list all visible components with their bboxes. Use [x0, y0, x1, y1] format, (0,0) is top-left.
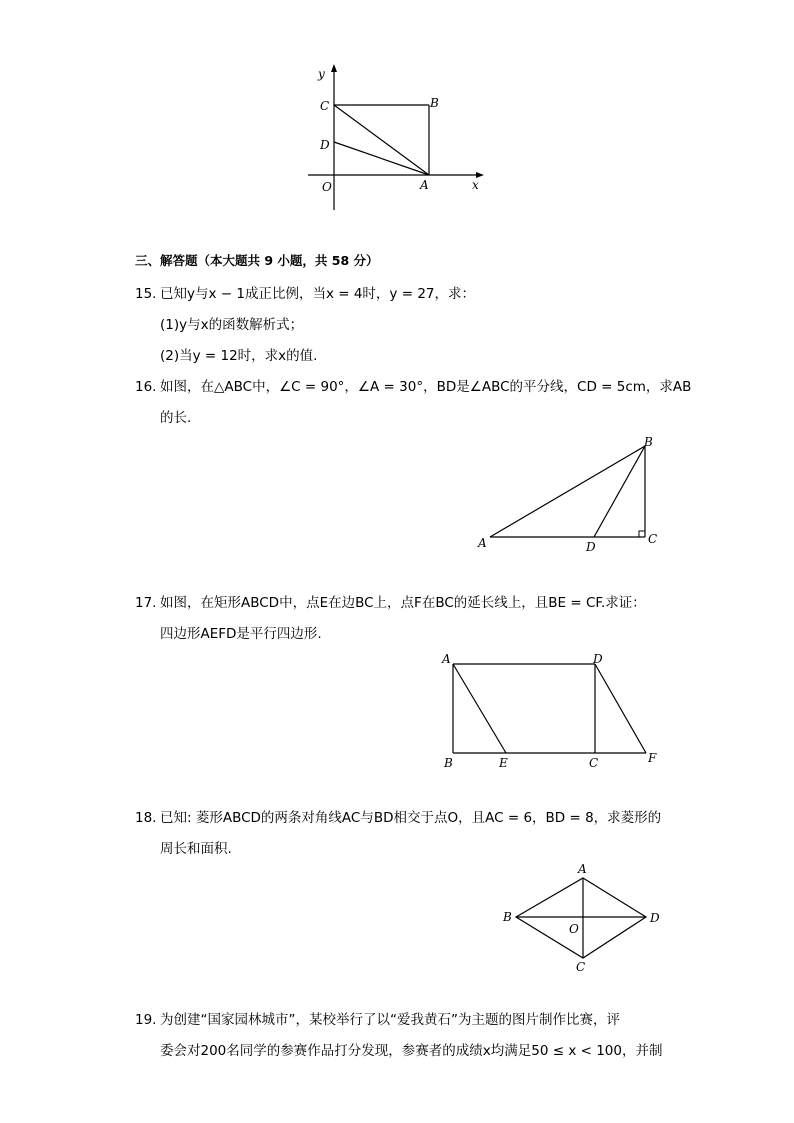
q16-line1: 如图，在△ABC中，∠C = 90°，∠A = 30°，BD是∠ABC的平分线，CD = 5cm，求AB [160, 379, 692, 395]
label-E: E [499, 756, 508, 770]
q17-number: 17. [135, 595, 157, 611]
label-A: A [478, 536, 487, 550]
triangle-figure [470, 430, 670, 555]
q18-line2: 周长和面积. [160, 841, 232, 857]
label-x: x [472, 178, 479, 192]
label-B: B [430, 96, 439, 110]
q15-sub1: (1)y与x的函数解析式； [160, 317, 304, 333]
label-A: A [442, 652, 451, 666]
rhombus-figure [495, 858, 670, 978]
label-A: A [578, 862, 587, 876]
label-O: O [569, 922, 579, 936]
q16-number: 16. [135, 379, 157, 395]
label-D: D [650, 911, 660, 925]
q17-line2: 四边形AEFD是平行四边形. [160, 626, 322, 642]
section-heading: 三、解答题（本大题共 9 小题，共 58 分） [135, 253, 379, 268]
segment-BD [594, 446, 645, 537]
q15-line1: 已知y与x − 1成正比例，当x = 4时，y = 27，求： [160, 286, 475, 302]
q17-line1: 如图，在矩形ABCD中，点E在边BC上，点F在BC的延长线上，且BE = CF.求证： [160, 595, 646, 611]
segment-AE [453, 664, 506, 753]
coordinate-figure [300, 58, 500, 218]
rhombus-ABCD [516, 878, 646, 958]
label-C: C [576, 960, 586, 974]
q18-line1: 已知: 菱形ABCD的两条对角线AC与BD相交于点O，且AC = 6，BD = 8，求菱形的 [160, 810, 662, 826]
label-C: C [589, 756, 599, 770]
y-axis-arrow [331, 64, 337, 72]
q19-line1: 为创建“国家园林城市”，某校举行了以“爱我黄石”为主题的图片制作比赛，评 [160, 1012, 620, 1028]
right-angle-mark [639, 531, 645, 537]
q15-number: 15. [135, 286, 157, 302]
label-D: D [593, 652, 603, 666]
segment-DA [334, 142, 429, 175]
segment-CA [334, 105, 429, 175]
segment-AB [490, 446, 645, 537]
q18-number: 18. [135, 810, 157, 826]
label-O: O [322, 180, 332, 194]
label-A: A [420, 178, 429, 192]
label-F: F [648, 751, 657, 765]
q19-line2: 委会对200名同学的参赛作品打分发现，参赛者的成绩x均满足50 ≤ x < 100，并制 [160, 1043, 663, 1059]
label-D: D [320, 138, 330, 152]
label-C: C [320, 99, 330, 113]
label-B: B [503, 910, 512, 924]
segment-DF [595, 664, 646, 753]
q16-line2: 的长. [160, 410, 192, 426]
label-y: y [318, 67, 325, 81]
q19-number: 19. [135, 1012, 157, 1028]
label-C: C [648, 532, 658, 546]
q15-sub2: (2)当y = 12时，求x的值. [160, 348, 318, 364]
rectangle-figure [430, 645, 670, 775]
label-B: B [444, 756, 453, 770]
label-D: D [586, 540, 596, 554]
label-B: B [644, 435, 653, 449]
